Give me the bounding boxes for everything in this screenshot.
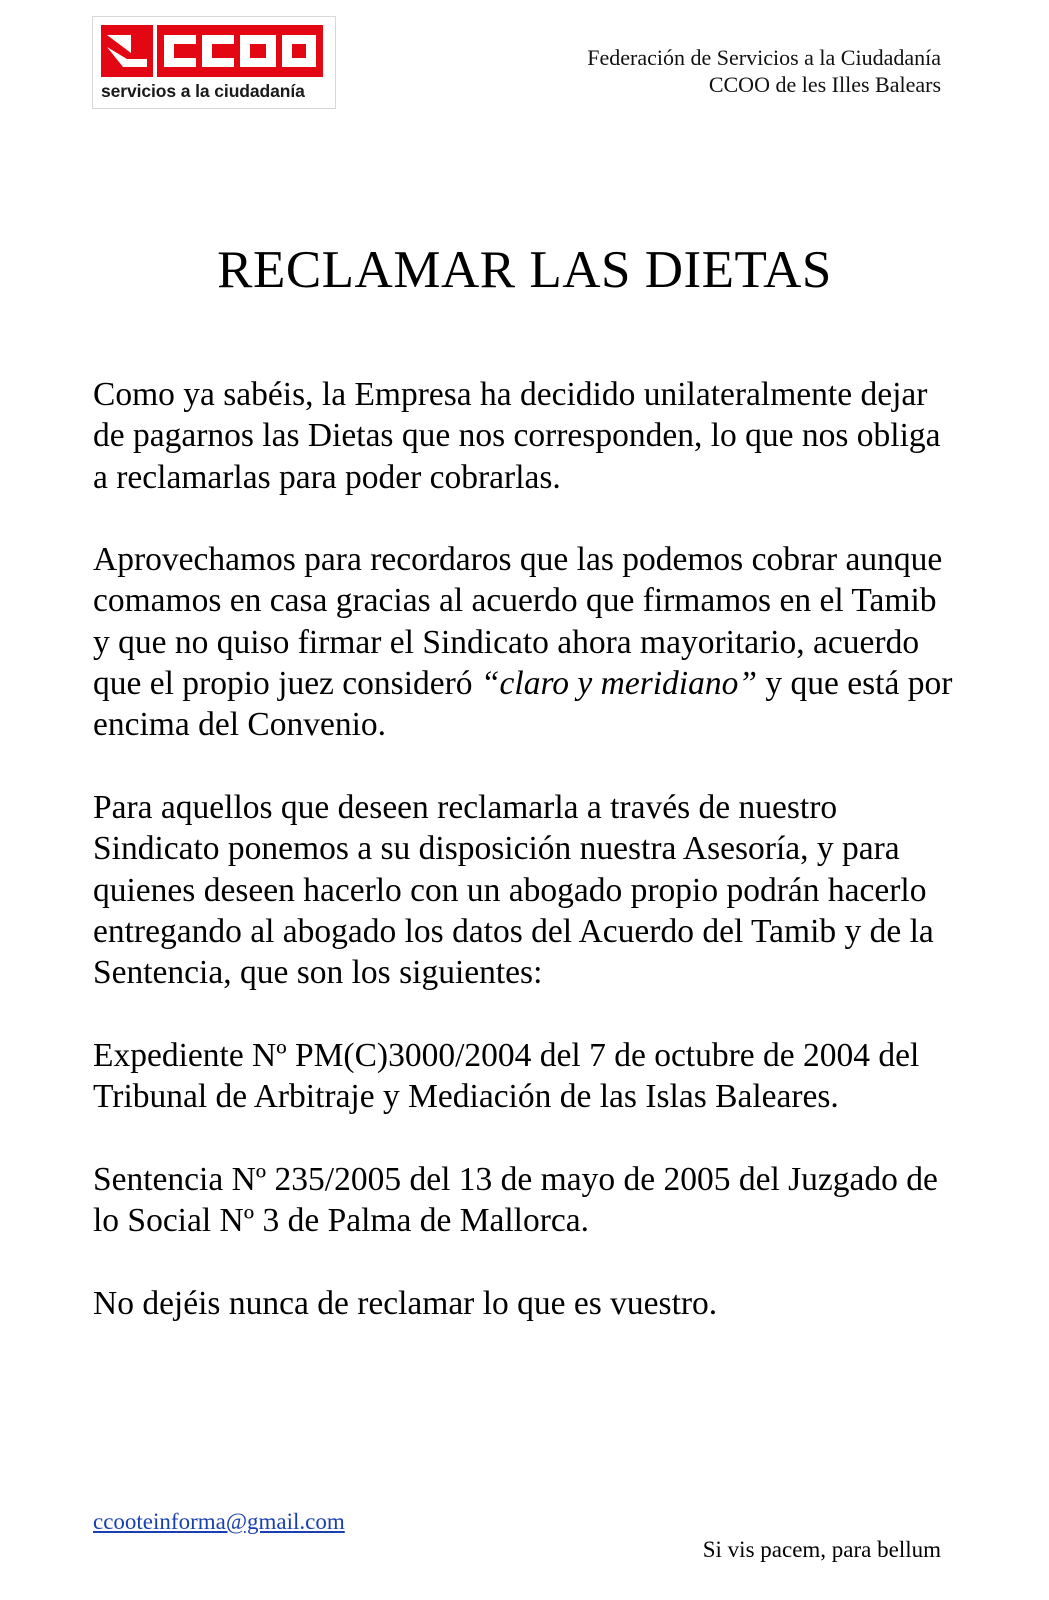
contact-email-link[interactable]: ccooteinforma@gmail.com bbox=[93, 1509, 345, 1534]
ccoo-wordmark-letters bbox=[162, 31, 318, 71]
ccoo-logo bbox=[92, 16, 336, 109]
paragraph-tamib-text-end: y que está por encima del Convenio. bbox=[93, 665, 953, 744]
ccoo-wordmark bbox=[157, 25, 323, 77]
org-line-1: Federación de Servicios a la Ciudadanía bbox=[587, 45, 941, 70]
document-body bbox=[93, 374, 953, 1365]
paragraph-closing: No dejéis nunca de reclamar lo que es vuestro. bbox=[93, 1284, 718, 1322]
document-title: RECLAMAR LAS DIETAS bbox=[217, 241, 832, 299]
paragraph-expediente: Expediente Nº PM(C)3000/2004 del 7 de octubre de 2004 del Tribunal de Arbitraje y Mediación de las Islas Baleares. bbox=[93, 1036, 920, 1116]
paragraph-tamib-quote: “claro y meridiano” bbox=[480, 665, 757, 703]
paragraph-advisory: Para aquellos que deseen reclamarla a través de nuestro Sindicato ponemos a su disposición nuestra Asesoría, y para quienes deseen hacerlo con un abogado propio podrán hacerlo entregando al abogado los datos del Acuerdo del Tamib y de la Sentencia, que son los siguientes: bbox=[93, 788, 934, 992]
paragraph-intro: Como ya sabéis, la Empresa ha decidido unilateralmente dejar de pagarnos las Dietas que nos corresponden, lo que nos obliga a reclamarlas para poder cobrarlas. bbox=[93, 376, 941, 496]
logo-tagline: servicios a la ciudadanía bbox=[101, 81, 305, 101]
footer-motto: Si vis pacem, para bellum bbox=[702, 1537, 941, 1562]
organization-header bbox=[587, 44, 941, 98]
ccoo-emblem-icon bbox=[101, 25, 153, 77]
org-line-2: CCOO de les Illes Balears bbox=[708, 72, 941, 97]
paragraph-tamib-agreement bbox=[93, 539, 953, 745]
paragraph-sentencia: Sentencia Nº 235/2005 del 13 de mayo de 2005 del Juzgado de lo Social Nº 3 de Palma de Mallorca. bbox=[93, 1160, 938, 1239]
paragraph-tamib-text-start: Aprovechamos para recordaros que las podemos cobrar aunque comamos en casa gracias al acuerdo que firmamos en el Tamib y que no quiso firmar el Sindicato ahora mayoritario, acuerdo que el propio juez consideró bbox=[93, 541, 943, 703]
